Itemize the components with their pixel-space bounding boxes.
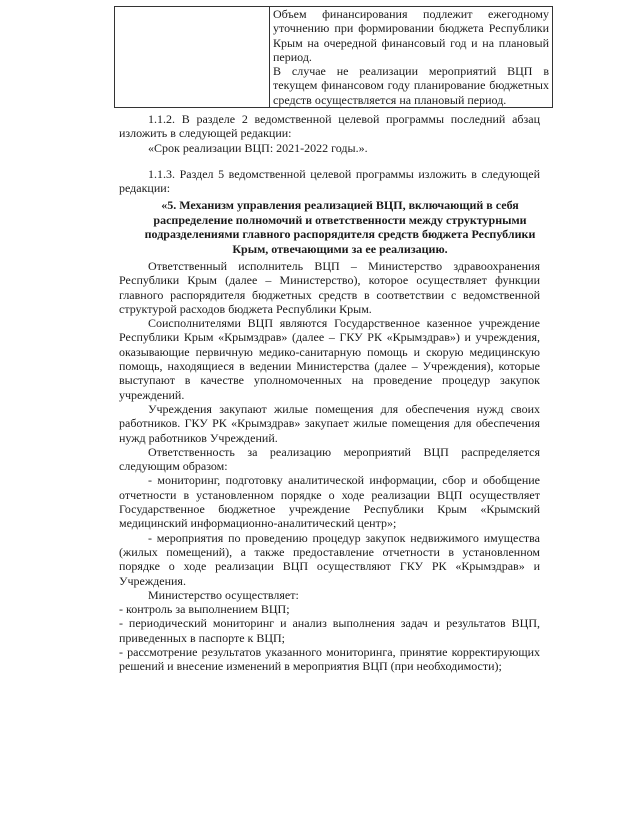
unimplemented-note: В случае не реализации мероприятий ВЦП в текущем финансовом году планирование бюджетных средств осуществляется на плановый период. (273, 64, 549, 107)
financing-table (114, 6, 553, 108)
paragraph: Министерство осуществляет: (148, 587, 299, 602)
list-item: - контроль за выполнением ВЦП; (119, 602, 290, 617)
amendment-intro (119, 112, 540, 195)
paragraph: Ответственный исполнитель ВЦП – Министерство здравоохранения Республики Крым (далее – Министерство), которое осуществляет функции главного распорядителя бюджетных средств в соответствии с ведомственной структурой расходов бюджета Республики Крым. (119, 259, 540, 316)
table-cell-empty (115, 7, 270, 108)
amendment-term-text: «Срок реализации ВЦП: 2021-2022 годы.». (148, 140, 368, 155)
paragraph: - мониторинг, подготовку аналитической информации, сбор и обобщение отчетности в установленном порядке о ходе реализации ВЦП осуществляет Государственное бюджетное учреждение Республики Крым «Крымский медицинский информационно-аналитический центр»; (119, 473, 540, 531)
amendment-1-1-3: 1.1.3. Раздел 5 ведомственной целевой программы изложить в следующей редакции: (119, 166, 540, 196)
paragraph: Соисполнителями ВЦП являются Государственное казенное учреждение Республики Крым «Крымздрав» (далее – ГКУ РК «Крымздрав») и учреждения, оказывающие первичную медико-санитарную помощь и скорую медицинскую помощь, находящиеся в ведении Министерства (далее – Учреждения), которые выступают в качестве уполномоченных на проведение процедур закупок учреждений. (119, 316, 540, 402)
section-body (119, 259, 540, 674)
table-row (115, 7, 553, 108)
list-item: - рассмотрение результатов указанного мониторинга, принятие корректирующих решений и внесение изменений в мероприятия ВЦП (при необходимости); (119, 645, 540, 674)
amendment-1-1-2: 1.1.2. В разделе 2 ведомственной целевой программы последний абзац изложить в следующей редакции: (119, 112, 540, 141)
paragraph: - мероприятия по проведению процедур закупок недвижимого имущества (жилых помещений), а также предоставление отчетности в установленном порядке о ходе реализации ВЦП осуществляют ГКУ РК «Крымздрав» и Учреждения. (119, 530, 540, 588)
table-cell-financing (270, 7, 553, 108)
paragraph: Ответственность за реализацию мероприятий ВЦП распределяется следующим образом: (119, 444, 540, 474)
financing-note: Объем финансирования подлежит ежегодному уточнению при формировании бюджета Республики Крым на очередной финансовый год и на плановый период. (273, 7, 549, 64)
paragraph: Учреждения закупают жилые помещения для обеспечения нужд своих работников. ГКУ РК «Крымздрав» закупает жилые помещения для обеспечения нужд работников Учреждений. (119, 401, 540, 445)
list-item: - периодический мониторинг и анализ выполнения задач и результатов ВЦП, приведенных в паспорте к ВЦП; (119, 616, 540, 645)
section-heading: «5. Механизм управления реализацией ВЦП, включающий в себя распределение полномочий и ответственности между структурными подразделениями главного распорядителя средств бюджета Республики Крым, отвечающими за ее реализацию. (144, 198, 536, 256)
